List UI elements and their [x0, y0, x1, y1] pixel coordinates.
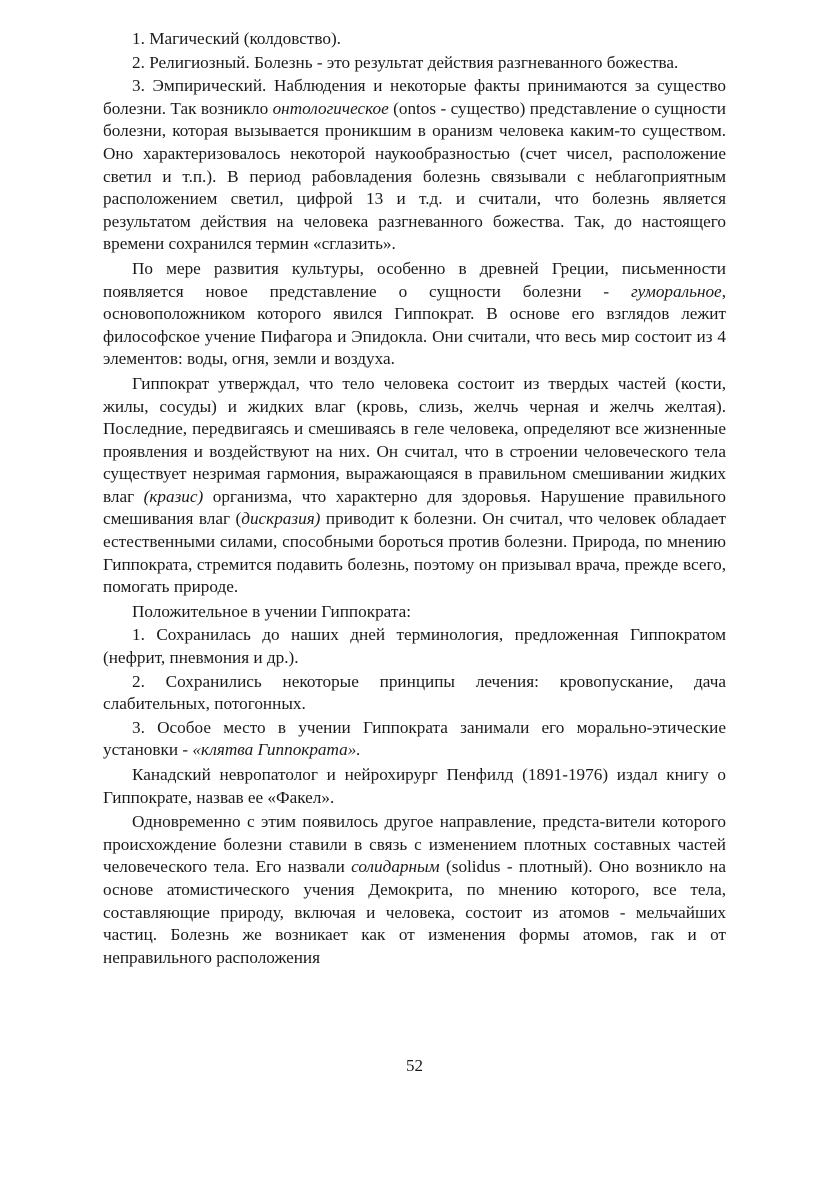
paragraph-text: 3. Эмпирический. Наблюдения и некоторые факты принимаются за существо болезни. Так возникло: [103, 76, 726, 118]
paragraph-text: 1. Сохранилась до наших дней терминология, предложенная Гиппократом (нефрит, пневмония и др.).: [103, 625, 726, 668]
paragraph-text: 3. Особое место в учении Гиппократа занимали его морально-этические установки -: [103, 717, 726, 760]
paragraph-text: (solidus - плотный). Оно возникло на основе атомистического учения Демокрита, по мнению которого, все тела, составляющие природу, включая и человека, состоит из атомов - мельчайших частиц. Болезнь же возникает как от изменения формы атомов, гак и от неправильного расположения: [103, 857, 726, 967]
term-ontological: онтологическое: [272, 98, 389, 118]
paragraph-humoral: [103, 258, 726, 371]
paragraph-text: 2. Религиозный. Болезнь - это результат действия разгневанного божества.: [132, 52, 679, 72]
paragraph-penfield: [103, 764, 726, 809]
paragraph-positive-item-3: [103, 717, 726, 762]
paragraph-text: Положительное в учении Гиппократа:: [132, 601, 411, 621]
paragraph-text: Одновременно с этим появилось другое направление, предста-вители которого происхождение болезни ставили в связь с изменением плотных составных частей человеческого тела. Его назвали: [103, 812, 726, 877]
paragraph-text: (ontos - существо) представление о сущности болезни, которая вызывается проникшим в оранизм человека каким-то существом. Оно характеризовалось некоторой наукообразностью (счет чисел, расположение светил и т.п.). В период рабовладения болезнь связывали с неблагоприятным расположением светил, цифрой 13 и т.д. и считали, что болезнь является результатом действия на человека разгневанного божества. Так, до настоящего времени сохранился термин «сглазить».: [103, 98, 726, 254]
paragraph-text: Канадский невропатолог и нейрохирург Пенфилд (1891-1976) издал книгу о Гиппократе, назвав ее «Факел».: [103, 765, 726, 807]
page-number: 52: [406, 1056, 423, 1075]
paragraph-positive-item-2: [103, 671, 726, 716]
paragraph-hippocrates: [103, 373, 726, 599]
paragraph-text: организма, что характерно для здоровья. Нарушение правильного смешивания влаг (: [103, 486, 726, 529]
paragraph-item-3: [103, 75, 726, 256]
term-oath: «клятва Гиппократа».: [192, 740, 361, 760]
term-krasis: (кразис): [143, 486, 204, 506]
paragraph-item-1: [103, 28, 726, 51]
paragraph-solidar: [103, 811, 726, 969]
paragraph-text: 2. Сохранились некоторые принципы лечения: кровопускание, дача слабительных, потогонных.: [103, 671, 726, 714]
paragraph-positive-item-1: [103, 624, 726, 669]
paragraph-text: 1. Магический (колдовство).: [132, 29, 341, 48]
paragraph-text: , основоположником которого явился Гиппократ. В основе его взглядов лежит философское учение Пифагора и Эпидокла. Они считали, что весь мир состоит из 4 элементов: воды, огня, земли и воздуха.: [103, 281, 726, 369]
term-humoral: гуморальное: [630, 281, 722, 301]
term-solidar: солидарным: [351, 857, 440, 877]
paragraph-text: По мере развития культуры, особенно в древней Греции, письменности появляется новое представление о сущности болезни -: [103, 258, 726, 301]
paragraph-text: приводит к болезни. Он считал, что человек обладает естественными силами, способными бороться против болезни. Природа, по мнению Гиппократа, стремится подавить болезнь, поэтому он призывал врача, прежде всего, помогать природе.: [103, 509, 726, 597]
paragraph-text: Гиппократ утверждал, что тело человека состоит из твердых частей (кости, жилы, сосуды) и жидких влаг (кровь, слизь, желчь черная и желчь желтая). Последние, передвигаясь и смешиваясь в геле человека, определяют все жизненные проявления и воздействуют на них. Он считал, что в строении человеческого тела существует незримая гармония, выражающаяся в правильном смешивании жидких влаг: [103, 373, 726, 506]
paragraph-positive-heading: [103, 601, 726, 624]
term-dyscrasia: дискразия): [241, 509, 321, 529]
paragraph-item-2: [103, 52, 726, 75]
